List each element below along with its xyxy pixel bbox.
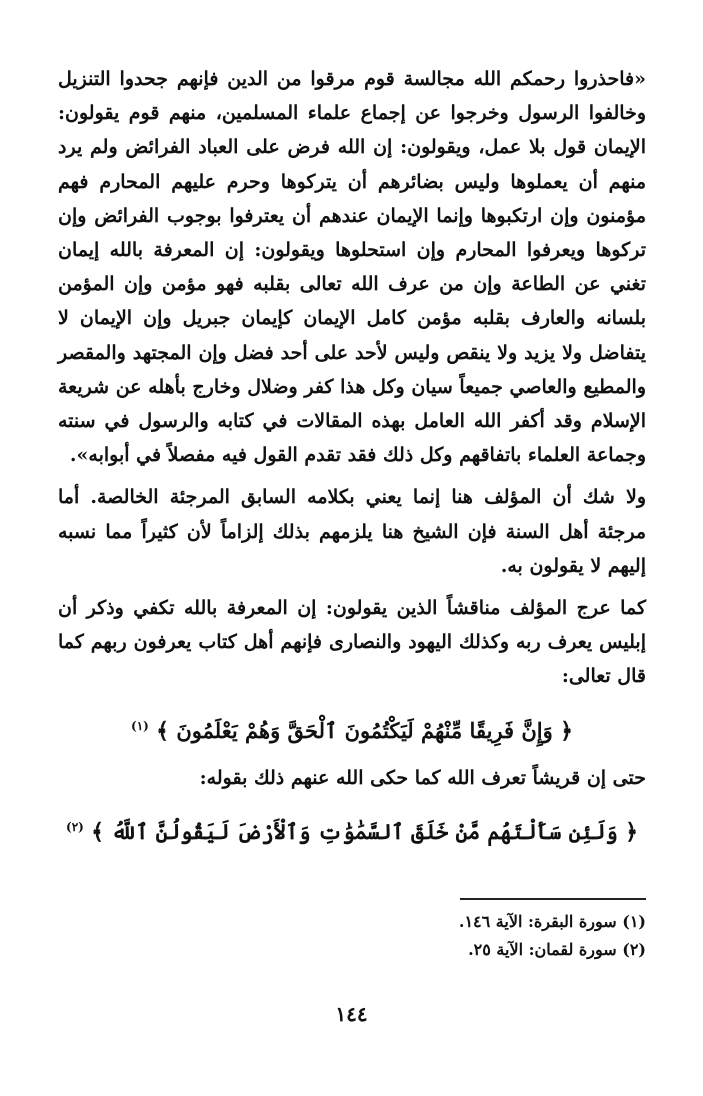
page-body xyxy=(58,62,646,862)
quran-verse-1 xyxy=(58,708,646,749)
footnotes xyxy=(300,908,646,964)
verse-close-bracket: ﴾ xyxy=(91,818,105,845)
mid-line: حتى إن قريشاً تعرف الله كما حكى الله عنهم ذلك بقوله: xyxy=(199,766,646,789)
verse-text: وَإِنَّ فَرِيقًا مِّنْهُمْ لَيَكْتُمُونَ ٱلْحَقَّ وَهُمْ يَعْلَمُونَ xyxy=(176,717,553,743)
verse-text: وَلَئِن سَأَلْتَهُم مَّنْ خَلَقَ ٱلسَّمَٰوَٰتِ وَٱلْأَرْضَ لَيَقُولُنَّ ٱللَّهُ xyxy=(111,818,618,844)
footnote-divider xyxy=(460,898,646,900)
footnote-ref: (٢) xyxy=(66,819,84,834)
quote-paragraph: «فاحذروا رحمكم الله مجالسة قوم مرقوا من الدين فإنهم جحدوا التنزيل وخالفوا الرسول وخرجوا عن إجماع علماء المسلمين، منهم قوم يقولون: الإيمان قول بلا عمل، ويقولون: إن الله فرض على العباد الفرائض ولم يرد منهم أن يعملوها وليس بضائرهم أن يتركوها وحرم عليهم المحارم فهم مؤمنون وإن ارتكبوها وإنما الإيمان عندهم أن يعترفوا بوجوب الفرائض وإن تركوها ويعرفوا المحارم وإن استحلوها ويقولون: إن المعرفة بالله إيمان تغني عن الطاعة وإن من عرف الله تعالى بقلبه فهو مؤمن وإن المؤمن بلسانه والعارف بقلبه مؤمن كامل الإيمان كإيمان جبريل وإن الإيمان لا يتفاضل ولا يزيد ولا ينقص وليس لأحد على أحد فضل وإن المجتهد والمقصر والمطيع والعاصي جميعاً سيان وكل هذا كفر وضلال وخارج بأهله عن شريعة الإسلام وقد أكفر الله العامل بهذه المقالات في كتابه والرسول في سنته وجماعة العلماء باتفاقهم وكل ذلك فقد تقدم القول فيه مفصلاً في أبوابه». xyxy=(58,68,646,467)
verse-close-bracket: ﴾ xyxy=(156,717,170,744)
verse-open-bracket: ﴿ xyxy=(560,717,573,744)
intro-paragraph: كما عرج المؤلف مناقشاً الذين يقولون: إن المعرفة بالله تكفي وذكر أن إبليس يعرف ربه وكذلك اليهود والنصارى فإنهم أهل كتاب يعرفون ربهم كما قال تعالى: xyxy=(58,597,646,688)
verse-open-bracket: ﴿ xyxy=(625,818,638,845)
quran-verse-2 xyxy=(58,809,646,850)
footnote-ref: (١) xyxy=(131,718,149,733)
commentary-paragraph: ولا شك أن المؤلف هنا إنما يعني بكلامه السابق المرجئة الخالصة. أما مرجئة أهل السنة فإن الشيخ هنا يلزمهم بذلك إلزاماً لأن كثيراً مما نسبه إليهم لا يقولون به. xyxy=(58,486,646,577)
page-number: ١٤٤ xyxy=(335,1002,368,1026)
footnote-1: (١) سورة البقرة: الآية ١٤٦. xyxy=(458,912,646,931)
footnote-2: (٢) سورة لقمان: الآية ٢٥. xyxy=(468,940,646,959)
